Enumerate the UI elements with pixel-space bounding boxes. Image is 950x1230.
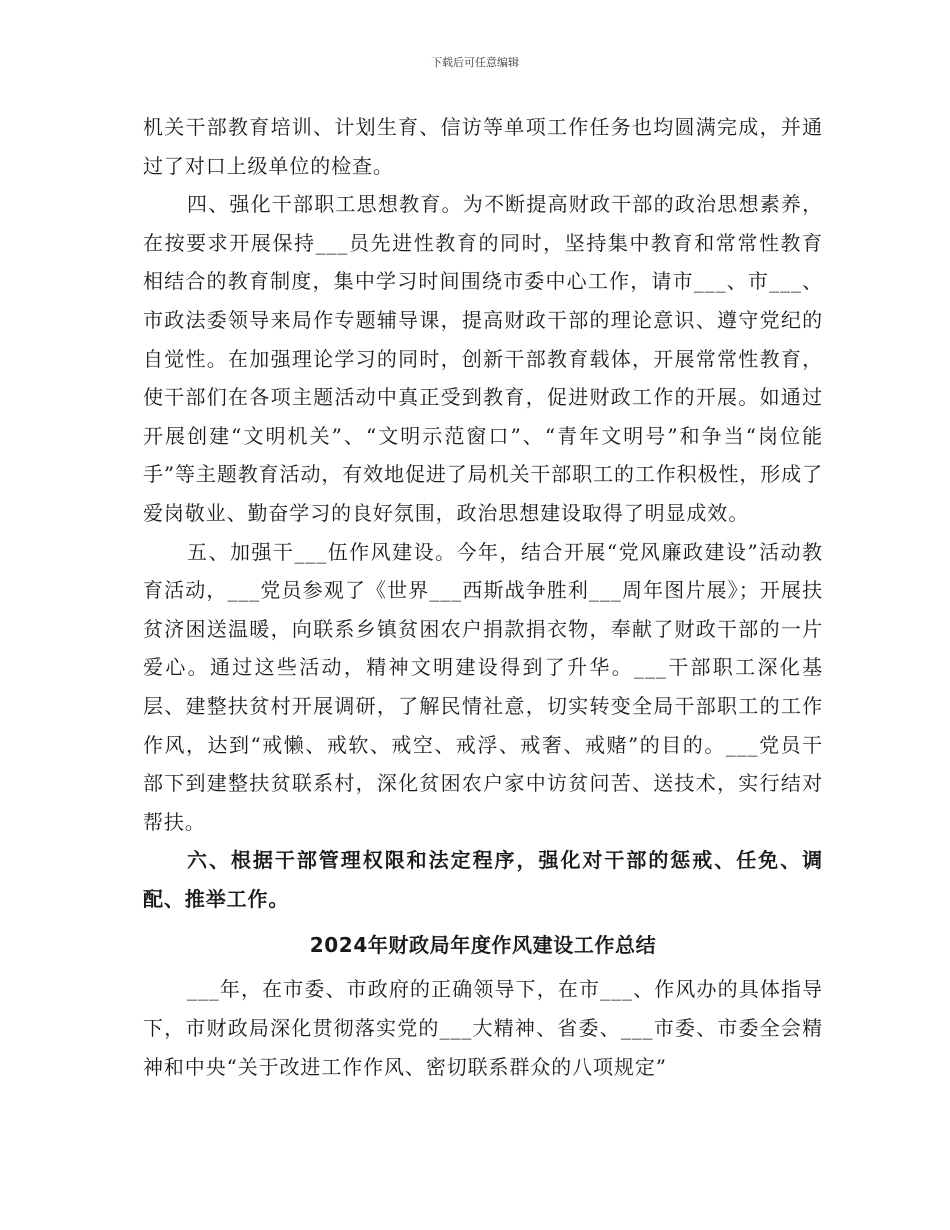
section-title: 2024年财政局年度作风建设工作总结 xyxy=(309,933,657,958)
paragraph-continuation: 机关干部教育培训、计划生育、信访等单项工作任务也均圆满完成，并通过了对口上级单位的检查。 xyxy=(143,115,823,178)
paragraph-intro: ___年，在市委、市政府的正确领导下，在市___、作风办的具体指导下，市财政局深化贯彻落实党的___大精神、省委、___市委、市委全会精神和中央“关于改进工作作风、密切联系群众的八项规定” xyxy=(143,977,823,1079)
page-header: 下载后可任意编辑 xyxy=(431,56,519,69)
paragraph-section-six: 六、根据干部管理权限和法定程序，强化对干部的惩戒、任免、调配、推举工作。 xyxy=(143,848,823,911)
document-body xyxy=(143,108,823,1086)
paragraph-section-five: 五、加强干___伍作风建设。今年，结合开展“党风廉政建设”活动教育活动，___党员参观了《世界___西斯战争胜利___周年图片展》；开展扶贫济困送温暖，向联系乡镇贫困农户捐款捐衣物，奉献了财政干部的一片爱心。通过这些活动，精神文明建设得到了升华。___干部职工深化基层、建整扶贫村开展调研，了解民情社意，切实转变全局干部职工的工作作风，达到“戒懒、戒软、戒空、戒浮、戒奢、戒赌”的目的。___党员干部下到建整扶贫联系村，深化贫困农户家中访贫问苦、送技术，实行结对帮扶。 xyxy=(143,539,823,834)
paragraph-section-four: 四、强化干部职工思想教育。为不断提高财政干部的政治思想素养，在按要求开展保持___员先进性教育的同时，坚持集中教育和常常性教育相结合的教育制度，集中学习时间围绕市委中心工作，请市___、市___、市政法委领导来局作专题辅导课，提高财政干部的理论意识、遵守党纪的自觉性。在加强理论学习的同时，创新干部教育载体，开展常常性教育，使干部们在各项主题活动中真正受到教育，促进财政工作的开展。如通过开展创建“文明机关”、“文明示范窗口”、“青年文明号”和争当“岗位能手”等主题教育活动，有效地促进了局机关干部职工的工作积极性，形成了爱岗敬业、勤奋学习的良好氛围，政治思想建设取得了明显成效。 xyxy=(143,192,823,525)
